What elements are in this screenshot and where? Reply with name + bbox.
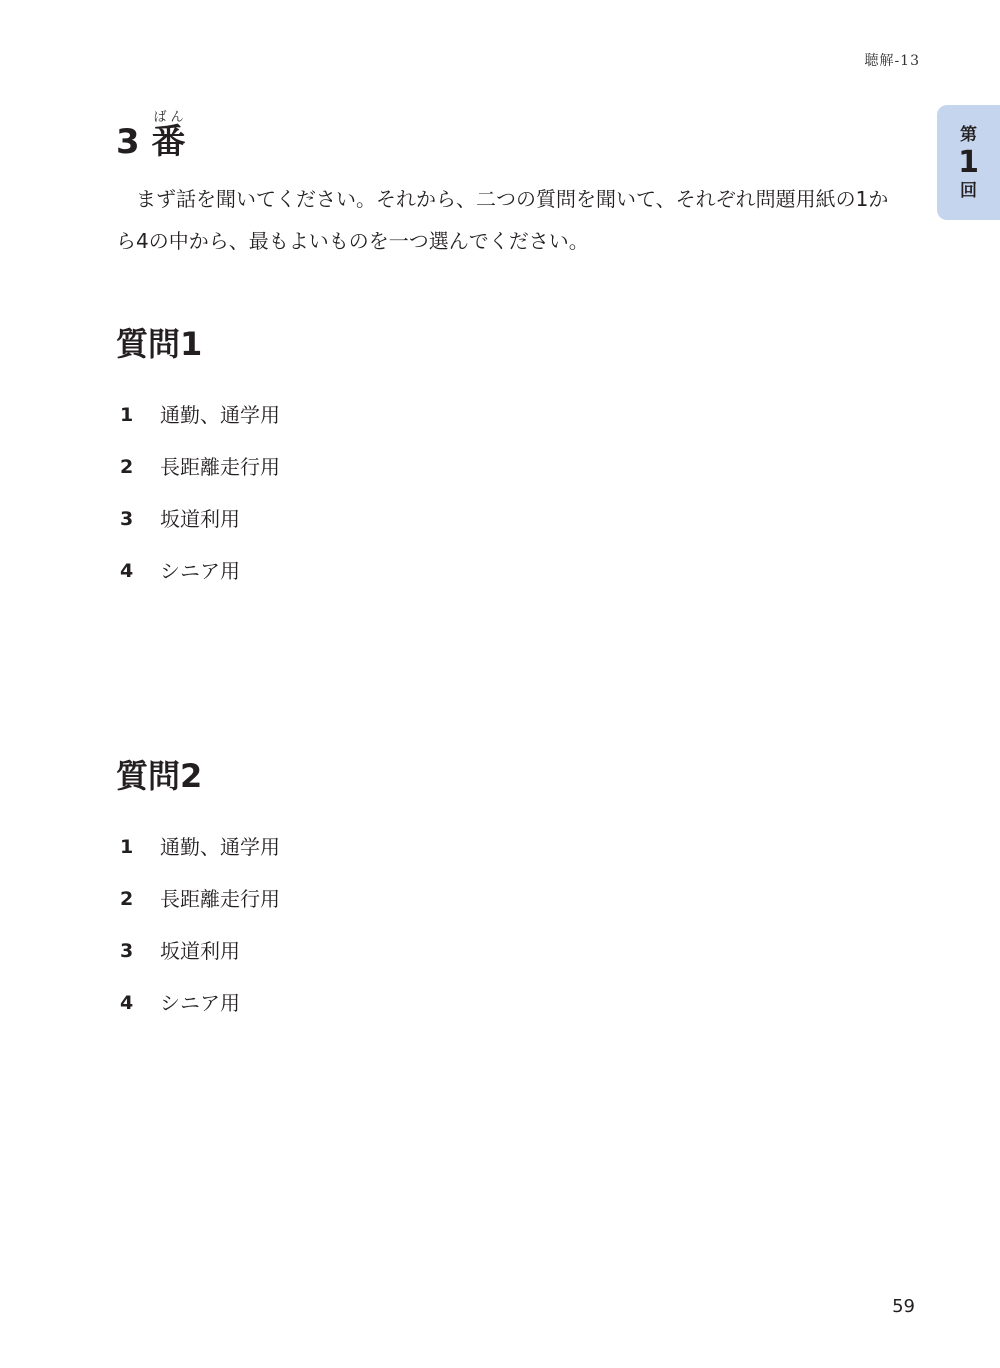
option-item bbox=[120, 912, 280, 964]
problem-title bbox=[116, 110, 186, 162]
side-tab-line1: 第 bbox=[960, 124, 977, 145]
page-number: 59 bbox=[892, 1296, 915, 1317]
option-item bbox=[120, 376, 280, 428]
option-number: 4 bbox=[120, 992, 134, 1014]
option-text: 通勤、通学用 bbox=[160, 403, 280, 427]
option-number: 1 bbox=[120, 836, 134, 858]
instructions-text: まず話を聞いてください。それから、二つの質問を聞いて、それぞれ問題用紙の1から4の中から、最もよいものを一つ選んでください。 bbox=[116, 187, 889, 253]
option-text: 坂道利用 bbox=[160, 507, 240, 531]
option-text: 長距離走行用 bbox=[160, 887, 280, 911]
option-number: 2 bbox=[120, 888, 134, 910]
question-2-title bbox=[116, 757, 203, 795]
question-2-number: 2 bbox=[180, 757, 203, 795]
question-1-options bbox=[120, 376, 280, 584]
option-item bbox=[120, 480, 280, 532]
side-tab-line2: 1 bbox=[958, 144, 979, 180]
option-number: 4 bbox=[120, 560, 134, 582]
option-number: 3 bbox=[120, 940, 134, 962]
problem-counter: 番ばん bbox=[151, 110, 186, 162]
option-number: 3 bbox=[120, 508, 134, 530]
question-1-title bbox=[116, 325, 203, 363]
option-number: 2 bbox=[120, 456, 134, 478]
option-text: 通勤、通学用 bbox=[160, 835, 280, 859]
chapter-side-tab bbox=[937, 105, 1000, 220]
option-text: シニア用 bbox=[160, 991, 240, 1015]
option-number: 1 bbox=[120, 404, 134, 426]
option-item bbox=[120, 428, 280, 480]
option-item bbox=[120, 532, 280, 584]
problem-number: 3 bbox=[116, 122, 140, 162]
option-item bbox=[120, 964, 280, 1016]
header-label: 聴解-13 bbox=[864, 53, 920, 69]
option-text: 坂道利用 bbox=[160, 939, 240, 963]
question-1-word: 質問 bbox=[116, 325, 181, 363]
option-item bbox=[120, 860, 280, 912]
question-2-options bbox=[120, 808, 280, 1016]
question-2-word: 質問 bbox=[116, 757, 181, 795]
question-1-number: 1 bbox=[180, 325, 203, 363]
option-text: 長距離走行用 bbox=[160, 455, 280, 479]
option-item bbox=[120, 808, 280, 860]
side-tab-line3: 回 bbox=[960, 180, 977, 201]
option-text: シニア用 bbox=[160, 559, 240, 583]
